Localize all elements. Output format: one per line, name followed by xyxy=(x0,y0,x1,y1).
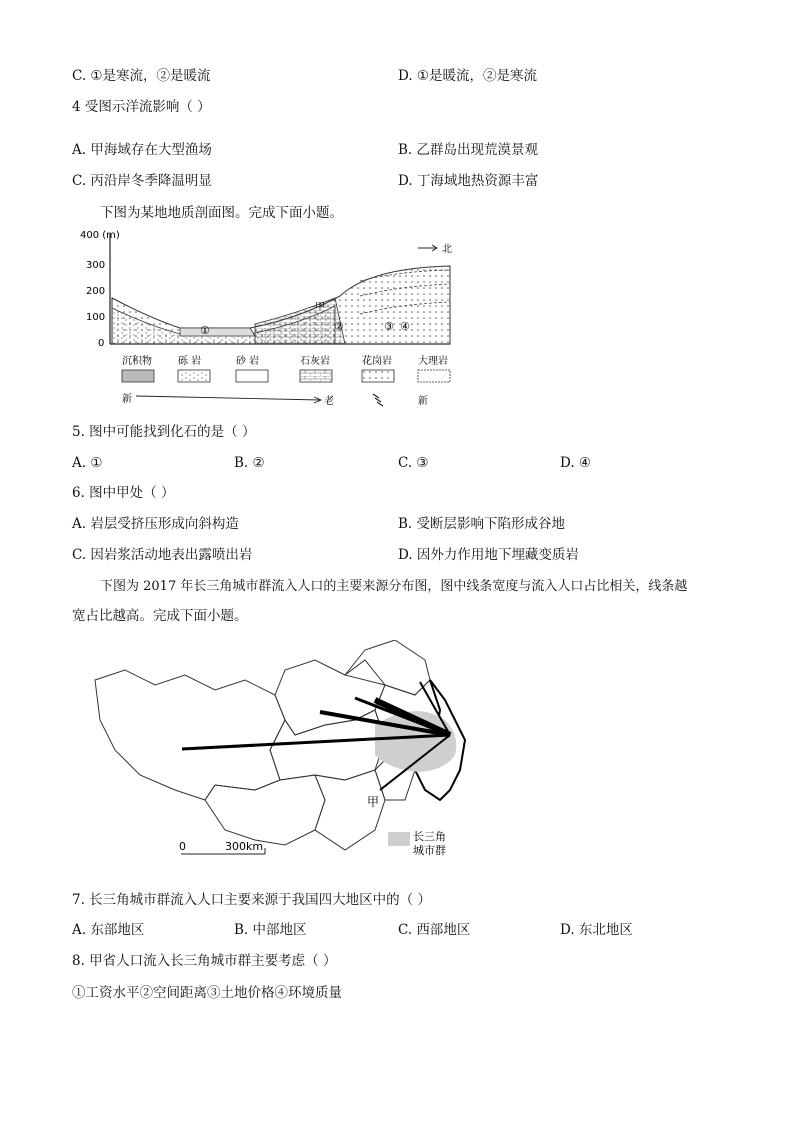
q5-option-d: D. ④ xyxy=(560,455,592,471)
q5-option-c: C. ③ xyxy=(398,455,429,471)
q4-option-d: D. 丁海域地热资源丰富 xyxy=(398,173,539,189)
q4-stem: 4 受图示洋流影响（ ） xyxy=(72,99,211,115)
q8-stem: 8. 甲省人口流入长三角城市群主要考虑（ ） xyxy=(72,953,337,969)
legend-delta-line2: 城市群 xyxy=(413,844,446,857)
legend-limestone-swatch xyxy=(300,370,332,382)
y-axis-unit: 400 (m) xyxy=(80,230,120,241)
jia-label: 甲 xyxy=(315,302,325,313)
q6-option-b: B. 受断层影响下陷形成谷地 xyxy=(398,516,566,532)
legend-conglomerate-label: 砾 岩 xyxy=(178,356,202,367)
scale-zero: 0 xyxy=(179,840,186,853)
y-tick-100: 100 xyxy=(86,312,106,323)
legend-sediment-swatch xyxy=(122,370,154,382)
legend-sandstone-label: 砂 岩 xyxy=(236,356,260,367)
q7-stem: 7. 长三角城市群流入人口主要来源于我国四大地区中的（ ） xyxy=(72,892,431,908)
label-2: ② xyxy=(334,320,344,333)
legend-marble-swatch xyxy=(418,370,450,382)
q6-stem: 6. 图中甲处（ ） xyxy=(72,485,175,501)
age-new-label-2: 新 xyxy=(418,396,428,407)
q6-option-d: D. 因外力作用地下埋藏变质岩 xyxy=(398,547,579,563)
intro-migration-line1: 下图为 2017 年长三角城市群流入人口的主要来源分布图，图中线条宽度与流入人口占比相关，线条越 xyxy=(100,579,688,594)
geology-cross-section-figure xyxy=(80,226,460,411)
legend-limestone-label: 石灰岩 xyxy=(300,356,330,367)
q7-option-d: D. 东北地区 xyxy=(560,922,633,938)
jia-province-label: 甲 xyxy=(367,795,380,809)
legend-sandstone-swatch xyxy=(236,370,268,382)
q6-option-a: A. 岩层受挤压形成向斜构造 xyxy=(72,516,239,532)
q8-items: ①工资水平②空间距离③土地价格④环境质量 xyxy=(72,985,342,1001)
q5-stem: 5. 图中可能找到化石的是（ ） xyxy=(72,424,256,440)
legend-conglomerate-swatch xyxy=(178,370,210,382)
y-tick-0: 0 xyxy=(98,338,105,349)
q3-option-c: C. ①是寒流，②是暖流 xyxy=(72,68,211,84)
q3-option-d: D. ①是暖流，②是寒流 xyxy=(398,68,538,84)
legend-delta-line1: 长三角 xyxy=(413,830,446,843)
legend-granite-swatch xyxy=(362,370,394,382)
q5-option-a: A. ① xyxy=(72,455,103,471)
legend-granite-label: 花岗岩 xyxy=(362,356,392,367)
q7-option-b: B. 中部地区 xyxy=(234,922,307,938)
legend-sediment-label: 沉积物 xyxy=(122,356,152,367)
q4-option-b: B. 乙群岛出现荒漠景观 xyxy=(398,142,539,158)
y-tick-200: 200 xyxy=(86,286,106,297)
north-label: 北 xyxy=(442,244,452,255)
legend-delta-swatch xyxy=(388,832,410,846)
q4-option-c: C. 丙沿岸冬季降温明显 xyxy=(72,173,212,189)
age-new-label: 新 xyxy=(122,394,132,405)
scale-length: 300km xyxy=(225,840,264,853)
label-1: ① xyxy=(200,324,210,337)
legend-marble-label: 大理岩 xyxy=(418,356,448,367)
age-old-label: 老 xyxy=(324,396,334,407)
intro-migration-line2: 宽占比越高。完成下面小题。 xyxy=(72,608,248,624)
granite-intrusion-symbol xyxy=(373,394,383,406)
q4-option-a: A. 甲海域存在大型渔场 xyxy=(72,142,212,158)
intro-geology: 下图为某地地质剖面图。完成下面小题。 xyxy=(100,205,343,221)
label-4: ④ xyxy=(400,320,410,333)
q5-option-b: B. ② xyxy=(234,455,265,471)
q6-option-c: C. 因岩浆活动地表出露喷出岩 xyxy=(72,547,253,563)
label-3: ③ xyxy=(384,320,394,333)
q7-option-a: A. 东部地区 xyxy=(72,922,145,938)
q7-option-c: C. 西部地区 xyxy=(398,922,471,938)
y-tick-300: 300 xyxy=(86,260,106,271)
migration-map-figure xyxy=(85,640,485,865)
